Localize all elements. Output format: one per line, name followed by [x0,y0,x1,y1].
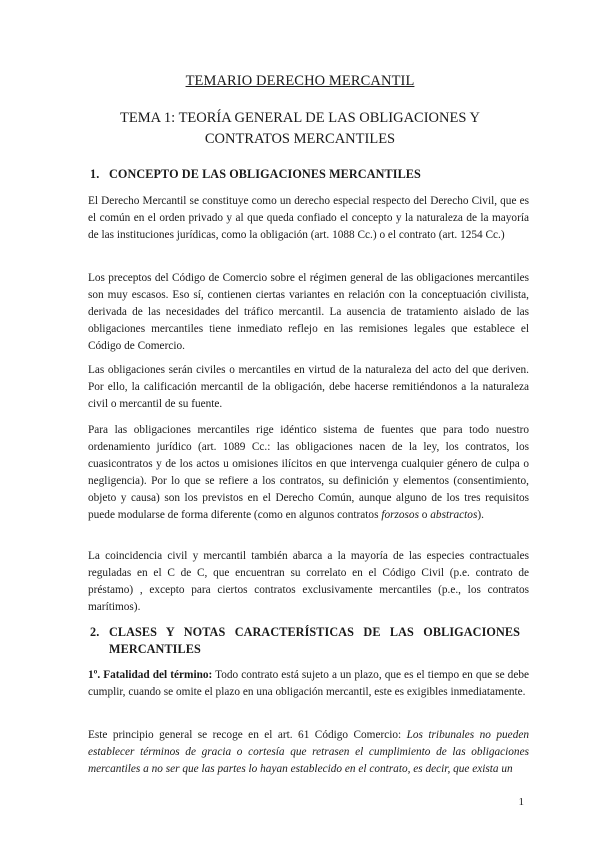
article-61-intro: Este principio general se recoge en el art. 61 Código Comercio: [88,729,407,741]
fatalidad-term-text: Todo contrato está sujeto a un plazo, que es el tiempo en que se debe cumplir, cuando se omite el plazo en una obligación mercantil, este es exigibles inmediatamente. [88,669,530,698]
section-1-paragraph-4 [88,422,529,524]
paragraph-4-italic-forzosos: forzosos [381,509,419,521]
paragraph-4-end: ). [477,509,484,521]
page-number: 1 [518,796,524,808]
section-1-title: CONCEPTO DE LAS OBLIGACIONES MERCANTILES [109,167,421,181]
fatalidad-term-label: 1º. Fatalidad del término: [88,669,213,681]
section-1-number: 1. [90,167,100,181]
section-2-paragraph-1 [88,667,529,701]
paragraph-4-text: Para las obligaciones mercantiles rige idéntico sistema de fuentes que para todo nuestro ordenamiento jurídico (art. 1089 Cc.: las obligaciones nacen de la ley, los contratos, los cuasicontratos y de los actos u omisiones ilícitos en que intervenga cualquier género de culpa o negligencia). Por lo que se refiere a los contratos, su definición y elementos (consentimiento, objeto y causa) son los previstos en el Derecho Común, aunque alguno de los tres requisitos puede modularse de forma diferente (como en algunos contratos [88,424,529,521]
section-2-heading [90,624,520,658]
section-2-number: 2. [90,625,100,639]
main-title: TEMARIO DERECHO MERCANTIL [185,73,415,89]
section-1-paragraph-2: Los preceptos del Código de Comercio sobre el régimen general de las obligaciones mercantiles son muy escasos. Eso sí, contienen ciertas variantes en relación con la conceptuación civilista, derivada de las necesidades del tráfico mercantil. La ausencia de tratamiento aislado de las obligaciones mercantiles tiene inmediato reflejo en las remisiones legales que establece el Código de Comercio. [88,272,529,352]
paragraph-4-italic-abstractos: abstractos [430,509,478,521]
section-2-paragraph-2 [88,727,529,778]
section-1-paragraph-1: El Derecho Mercantil se constituye como un derecho especial respecto del Derecho Civil, que es el común en el orden privado y al que queda confiado el concepto y la naturaleza de la mayoría de las instituciones jurídicas, como la obligación (art. 1088 Cc.) o el contrato (art. 1254 Cc.) [88,195,529,241]
article-61-quote: Los tribunales no pueden establecer términos de gracia o cortesía que retrasen el cumplimiento de las obligaciones mercantiles a no ser que las partes lo hayan establecido en el contrato, es decir, que exista un [88,729,530,775]
paragraph-4-connector: o [418,509,431,521]
section-2-title: CLASES Y NOTAS CARACTERÍSTICAS DE LAS OBLIGACIONES MERCANTILES [109,625,520,656]
section-1-paragraph-5: La coincidencia civil y mercantil también abarca a la mayoría de las especies contractuales reguladas en el C de C, que encuentran su correlato en el Código Civil (p.e. contrato de préstamo) , excepto para ciertos contratos exclusivamente mercantiles (p.e., los contratos marítimos). [88,550,529,613]
section-1-heading [90,166,520,183]
section-1-paragraph-3: Las obligaciones serán civiles o mercantiles en virtud de la naturaleza del acto del que deriven. Por ello, la calificación mercantil de la obligación, debe hacerse remitiéndonos a la naturaleza civil o mercantil de su fuente. [88,364,529,410]
chapter-title: TEMA 1: TEORÍA GENERAL DE LAS OBLIGACIONES Y CONTRATOS MERCANTILES [120,110,480,147]
